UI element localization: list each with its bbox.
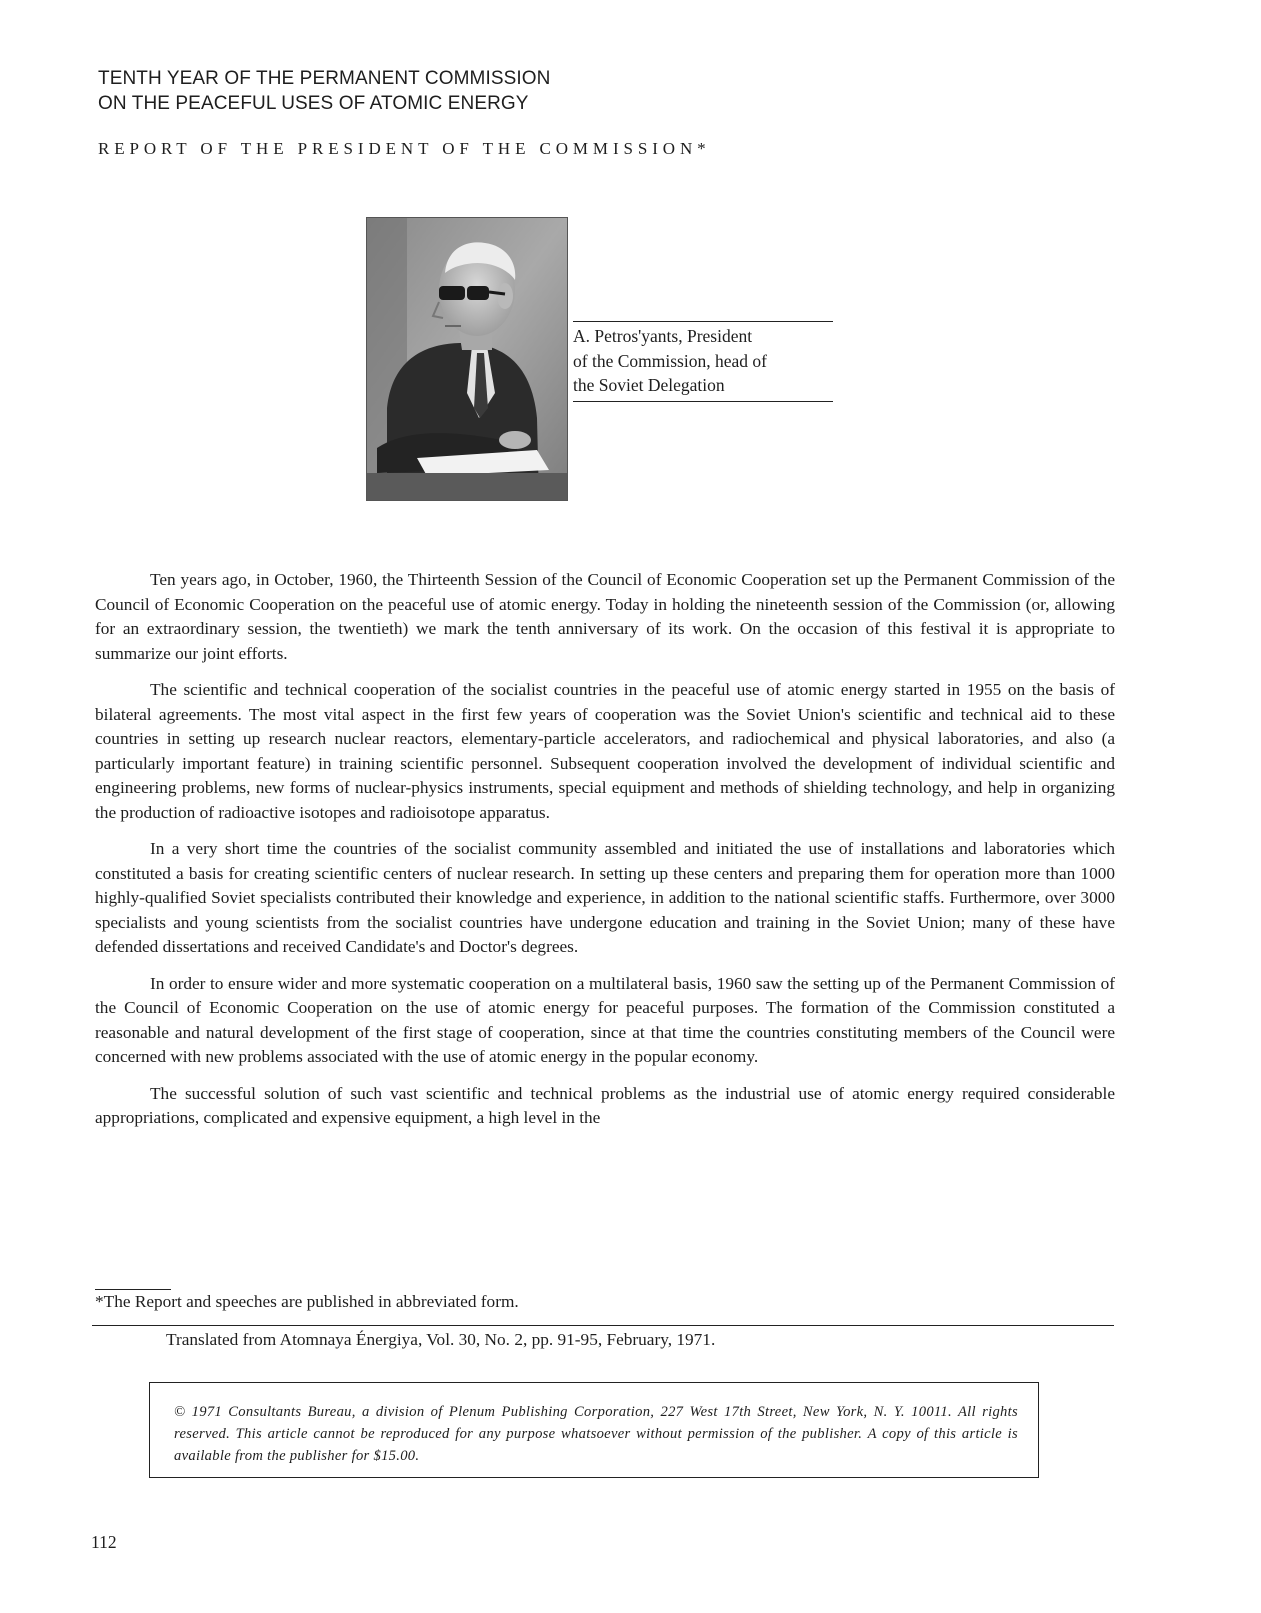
footnote: *The Report and speeches are published in abbreviated form. xyxy=(95,1292,519,1311)
caption-line-3: the Soviet Delegation xyxy=(573,375,725,395)
portrait-photo xyxy=(366,217,568,501)
photo-caption xyxy=(573,321,833,402)
copyright-box: © 1971 Consultants Bureau, a division of Plenum Publishing Corporation, 227 West 17th Street, New York, N. Y. 10011. All rights reserved. This article cannot be reproduced for any purpose whatsoever without permission of the publisher. A copy of this article is available from the publisher for $15.00. xyxy=(149,1382,1039,1478)
caption-line-1: A. Petros'yants, President xyxy=(573,326,753,346)
body-paragraph: In order to ensure wider and more systematic cooperation on a multilateral basis, 1960 saw the setting up of the Permanent Commission of the Council of Economic Cooperation on the use of atomic energy for peaceful purposes. The formation of the Commission constituted a reasonable and natural development of the first stage of cooperation, since at that time the countries constituting members of the Council were concerned with new problems associated with the use of atomic energy in the popular economy. xyxy=(95,973,1115,1066)
article-title xyxy=(98,66,798,116)
divider-rule xyxy=(92,1325,1114,1326)
page-number: 112 xyxy=(91,1532,117,1552)
body-paragraph: The successful solution of such vast scientific and technical problems as the industrial use of atomic energy required considerable appropriations, complicated and expensive equipment, a high level in the xyxy=(95,1083,1115,1127)
title-line-1: TENTH YEAR OF THE PERMANENT COMMISSION xyxy=(98,68,551,89)
body-paragraph: The scientific and technical cooperation of the socialist countries in the peaceful use of atomic energy started in 1955 on the basis of bilateral agreements. The most vital aspect in the first few years of cooperation was the Soviet Union's scientific and technical aid to these countries in setting up research nuclear reactors, elementary-particle accelerators, and radiochemical and physical laboratories, and also (a particularly important feature) in training scientific personnel. Subsequent cooperation involved the development of individual scientific and engineering problems, new forms of nuclear-physics instruments, special equipment and methods of shielding technology, and help in organizing the production of radioactive isotopes and radioisotope apparatus. xyxy=(95,680,1115,822)
translation-source: Translated from Atomnaya Énergiya, Vol. 30, No. 2, pp. 91-95, February, 1971. xyxy=(166,1330,716,1349)
article-subtitle: REPORT OF THE PRESIDENT OF THE COMMISSION* xyxy=(98,139,711,158)
caption-line-2: of the Commission, head of xyxy=(573,350,767,371)
article-body xyxy=(95,568,1115,1143)
title-line-2: ON THE PEACEFUL USES OF ATOMIC ENERGY xyxy=(98,93,529,114)
body-paragraph: Ten years ago, in October, 1960, the Thirteenth Session of the Council of Economic Cooperation set up the Permanent Commission of the Council of Economic Cooperation on the peaceful use of atomic energy. Today in holding the nineteenth session of the Commission (or, allowing for an extraordinary session, the twentieth) we mark the tenth anniversary of its work. On the occasion of this festival it is appropriate to summarize our joint efforts. xyxy=(95,570,1115,663)
body-paragraph: In a very short time the countries of the socialist community assembled and initiated the use of installations and laboratories which constituted a basis for creating scientific centers of nuclear research. In setting up these centers and preparing them for operation more than 1000 highly-qualified Soviet specialists contributed their knowledge and experience, in addition to the national scientific staffs. Furthermore, over 3000 specialists and young scientists from the socialist countries have undergone education and training in the Soviet Union; many of these have defended dissertations and received Candidate's and Doctor's degrees. xyxy=(95,839,1115,956)
